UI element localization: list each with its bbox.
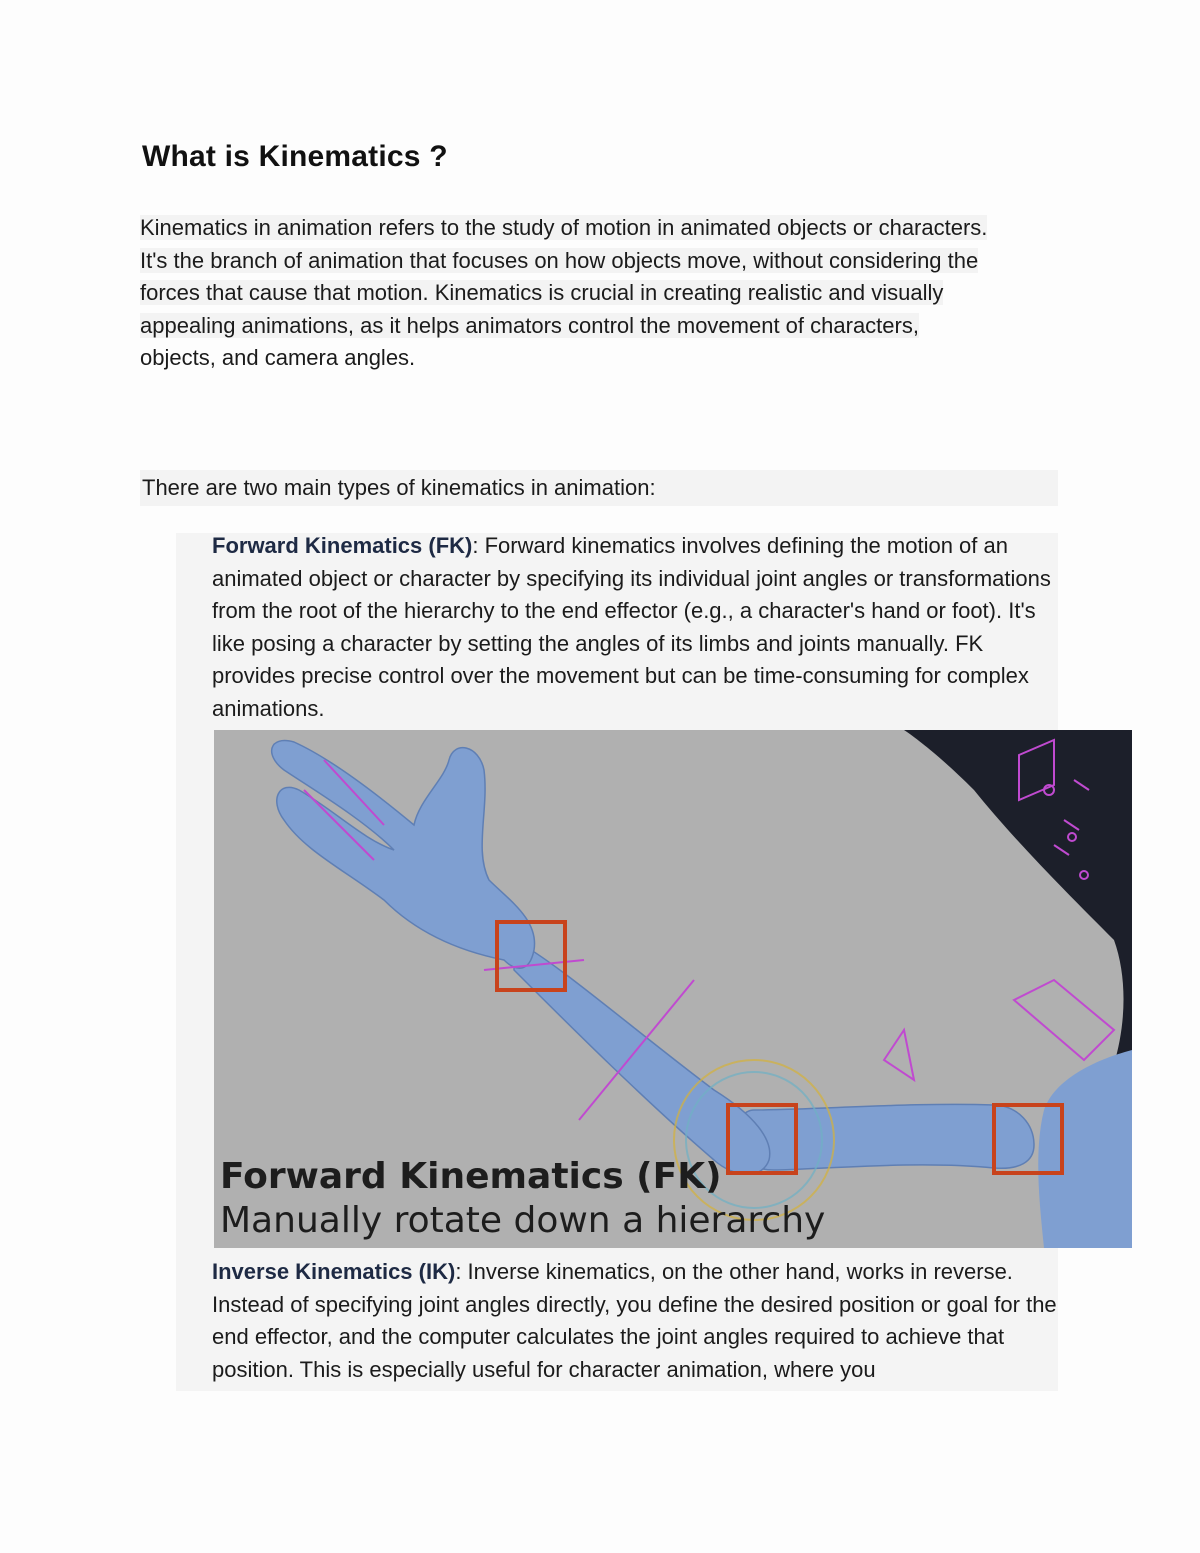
intro-line: appealing animations, as it helps animators control the movement of characters, [140, 312, 919, 338]
intro-line: objects, and camera angles. [140, 345, 416, 371]
intro-line: Kinematics in animation refers to the study of motion in animated objects or characters. [140, 215, 988, 240]
inverse-kinematics-term: Inverse Kinematics (IK) [212, 1259, 456, 1284]
forward-kinematics-term: Forward Kinematics (FK) [212, 533, 473, 558]
figure-caption-title: Forward Kinematics (FK) [220, 1156, 722, 1197]
inverse-kinematics-item [212, 1256, 1062, 1386]
intro-line: forces that cause that motion. Kinematics is crucial in creating realistic and visually [140, 280, 944, 306]
inverse-kinematics-text: Inverse kinematics, on the other hand, works in reverse. Instead of specifying joint angles directly, you define the desired position or goal for the end effector, and the computer calculates the joint angles required to achieve that position. This is especially useful for character animation, where you [212, 1259, 1057, 1382]
intro-line: It's the branch of animation that focuses on how objects move, without considering the [140, 247, 979, 273]
forward-kinematics-text: Forward kinematics involves defining the motion of an animated object or character by specifying its individual joint angles or transformations from the root of the hierarchy to the end effector (e.g., a character's hand or foot). It's like posing a character by setting the angles of its limbs and joints manually. FK provides precise control over the movement but can be time-consuming for complex animations. [212, 533, 1051, 721]
intro-paragraph [140, 212, 1060, 375]
figure-caption-subtitle: Manually rotate down a hierarchy [220, 1200, 826, 1241]
term-colon: : [455, 1259, 462, 1284]
character-shoulder [1038, 1050, 1132, 1248]
forearm [514, 940, 770, 1174]
page-title: What is Kinematics ? [142, 140, 448, 173]
term-colon: : [472, 533, 479, 558]
fk-illustration [214, 730, 1132, 1248]
upper-arm [734, 1104, 1034, 1170]
forward-kinematics-item [212, 530, 1062, 726]
types-lead: There are two main types of kinematics in animation: [140, 470, 1058, 506]
